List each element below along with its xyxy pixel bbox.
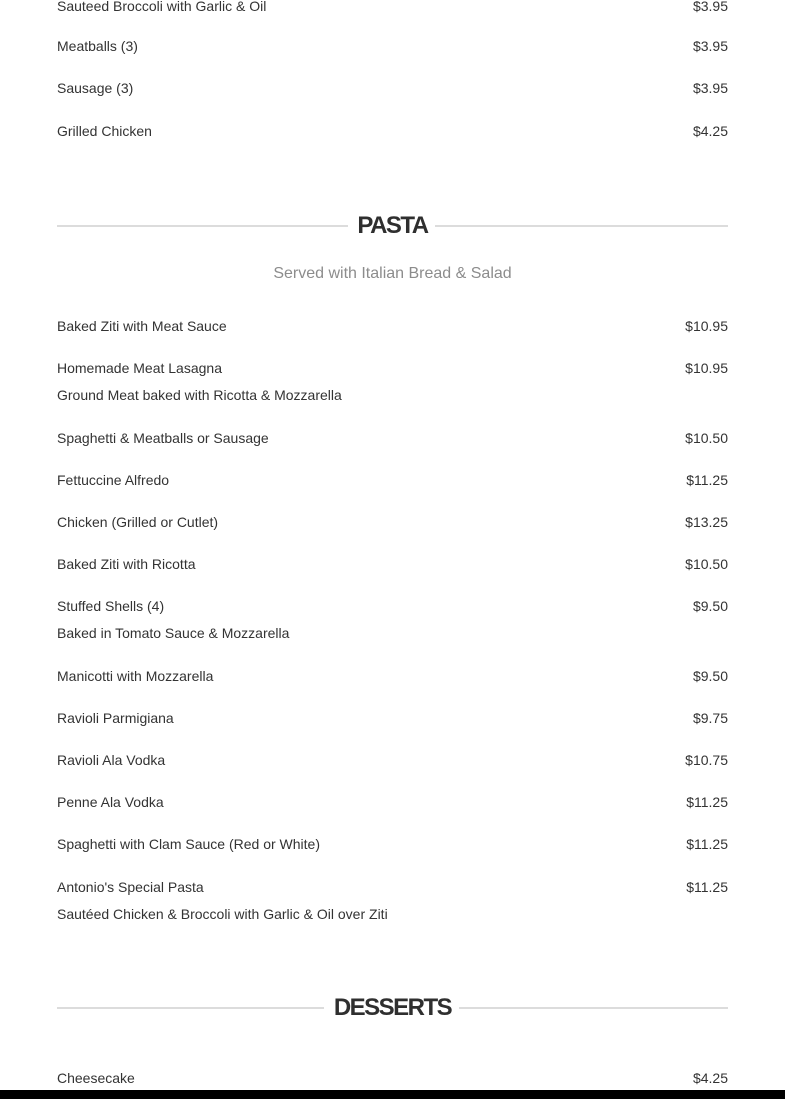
- menu-item-name: Ravioli Ala Vodka: [57, 752, 166, 768]
- menu-item-price: $10.75: [685, 752, 728, 768]
- section-header-pasta: [57, 211, 728, 241]
- menu-item-name: Penne Ala Vodka: [57, 794, 164, 810]
- menu-item-name: Baked Ziti with Ricotta: [57, 556, 196, 572]
- menu-item-name: Ravioli Parmigiana: [57, 710, 174, 726]
- menu-item-name: Fettuccine Alfredo: [57, 472, 170, 488]
- menu-item-price: $3.95: [692, 38, 728, 54]
- menu-item-price: $13.25: [685, 514, 728, 530]
- menu-item-price: $11.25: [686, 794, 728, 810]
- menu-item-price: $4.25: [692, 123, 728, 139]
- menu-item-price: $10.50: [685, 556, 728, 572]
- menu-item-name: Antonio's Special Pasta: [57, 879, 204, 895]
- menu-item-name: Cheesecake: [57, 1070, 135, 1086]
- menu-item-description: Sautéed Chicken & Broccoli with Garlic & Oil over Ziti: [57, 906, 388, 922]
- menu-item-price: $9.50: [692, 598, 728, 614]
- menu-item-price: $9.75: [692, 710, 728, 726]
- menu-item-name: Baked Ziti with Meat Sauce: [57, 318, 227, 334]
- menu-item-price: $11.25: [686, 472, 728, 488]
- menu-item-name: Chicken (Grilled or Cutlet): [57, 514, 219, 530]
- menu-item-name: Homemade Meat Lasagna: [57, 360, 222, 376]
- menu-item-price: $9.50: [692, 668, 728, 684]
- menu-item-price: $10.50: [685, 430, 728, 446]
- menu-item-price: $3.95: [692, 80, 728, 96]
- menu-item-price: $10.95: [685, 318, 728, 334]
- menu-item-name: Grilled Chicken: [57, 123, 152, 139]
- menu-item-name: Manicotti with Mozzarella: [57, 668, 214, 684]
- menu-item-price: $11.25: [686, 879, 728, 895]
- menu-item-price: $10.95: [685, 360, 728, 376]
- section-subtitle: Served with Italian Bread & Salad: [273, 265, 512, 282]
- menu-item-name: Stuffed Shells (4): [57, 598, 165, 614]
- menu-item-description: Baked in Tomato Sauce & Mozzarella: [57, 625, 290, 641]
- menu-item-name: Spaghetti & Meatballs or Sausage: [57, 430, 269, 446]
- menu-item-name: Meatballs (3): [57, 38, 138, 54]
- section-header-desserts: [57, 993, 728, 1023]
- menu-item-description: Ground Meat baked with Ricotta & Mozzarella: [57, 387, 342, 403]
- menu-item-name: Sausage (3): [57, 80, 134, 96]
- section-title: DESSERTS: [57, 993, 728, 1023]
- section-title: PASTA: [57, 211, 728, 241]
- menu-item-name: Sauteed Broccoli with Garlic & Oil: [57, 0, 267, 14]
- menu-item-price: $11.25: [686, 836, 728, 852]
- menu-item-name: Spaghetti with Clam Sauce (Red or White): [57, 836, 320, 852]
- bottom-bar: [0, 1090, 785, 1099]
- menu-item-price: $4.25: [692, 1070, 728, 1086]
- menu-item-price: $3.95: [692, 0, 728, 14]
